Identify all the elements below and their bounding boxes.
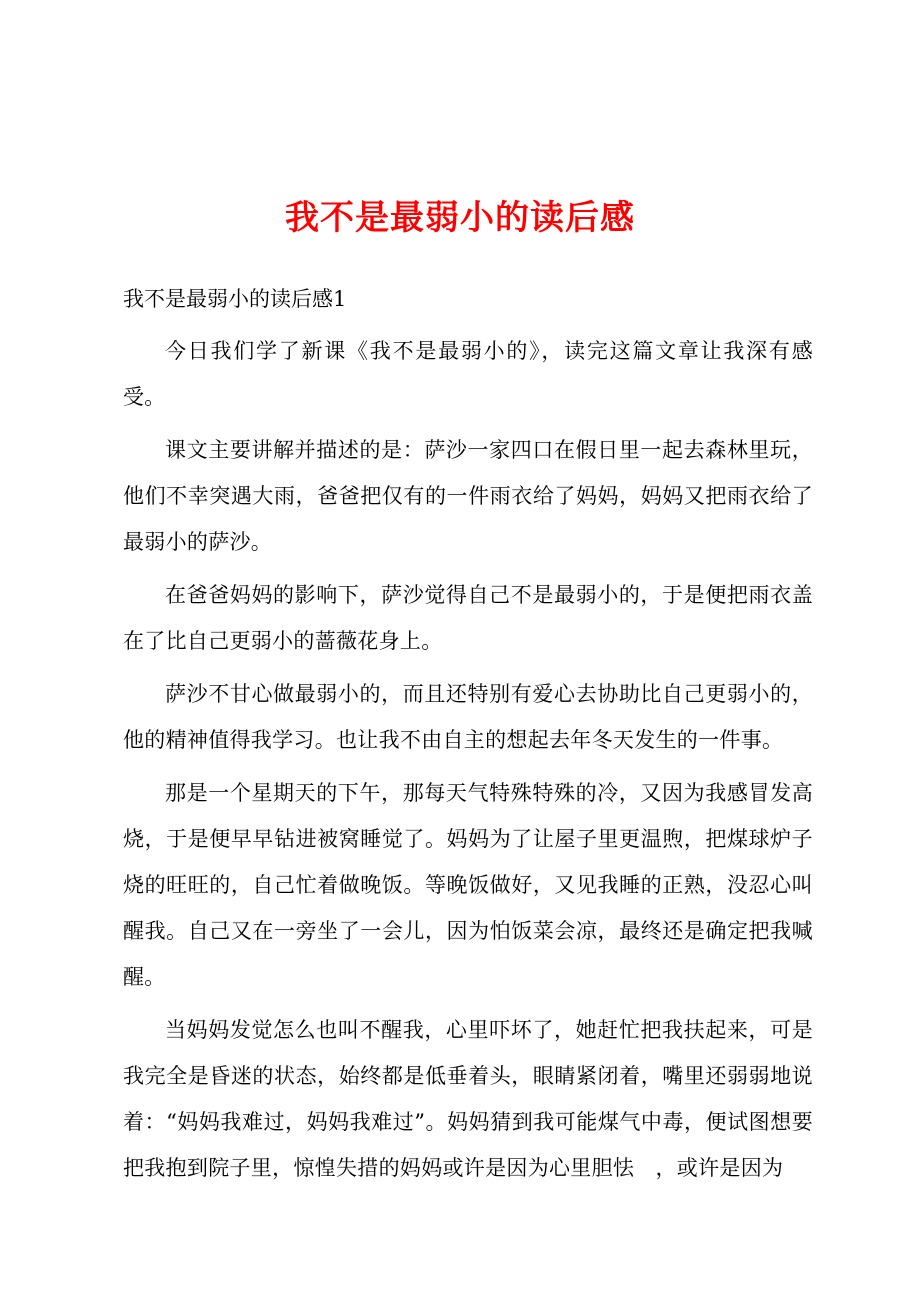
- paragraph: 那是一个星期天的下午，那每天气特殊特殊的冷，又因为我感冒发高烧，于是便早早钻进被窝睡觉了。妈妈为了让屋子里更温煦，把煤球炉子烧的旺旺的，自己忙着做晚饭。等晚饭做好，又见我睡的正熟，没忍心叫醒我。自己又在一旁坐了一会儿，因为怕饭菜会凉，最终还是确定把我喊醒。: [123, 781, 813, 989]
- section-heading: 我不是最弱小的读后感1: [123, 287, 347, 311]
- paragraph: 萨沙不甘心做最弱小的，而且还特别有爱心去协助比自己更弱小的，他的精神值得我学习。也让我不由自主的想起去年冬天发生的一件事。: [123, 682, 813, 752]
- paragraph: 今日我们学了新课《我不是最弱小的》，读完这篇文章让我深有感受。: [123, 339, 813, 409]
- paragraph: 在爸爸妈妈的影响下，萨沙觉得自己不是最弱小的，于是便把雨衣盖在了比自己更弱小的蔷薇花身上。: [123, 583, 813, 653]
- page-title: 我不是最弱小的读后感: [285, 198, 635, 238]
- article-body: [123, 328, 813, 1198]
- paragraph: 当妈妈发觉怎么也叫不醒我，心里吓坏了，她赶忙把我扶起来，可是我完全是昏迷的状态，始终都是低垂着头，眼睛紧闭着，嘴里还弱弱地说着：“妈妈我难过，妈妈我难过”。妈妈猜到我可能煤气中毒，便试图想要把我抱到院子里，惊惶失措的妈妈或许是因为心里胆怯 ，或许是因为: [123, 1018, 813, 1180]
- paragraph: 课文主要讲解并描述的是：萨沙一家四口在假日里一起去森林里玩，他们不幸突遇大雨，爸爸把仅有的一件雨衣给了妈妈，妈妈又把雨衣给了最弱小的萨沙。: [123, 438, 813, 554]
